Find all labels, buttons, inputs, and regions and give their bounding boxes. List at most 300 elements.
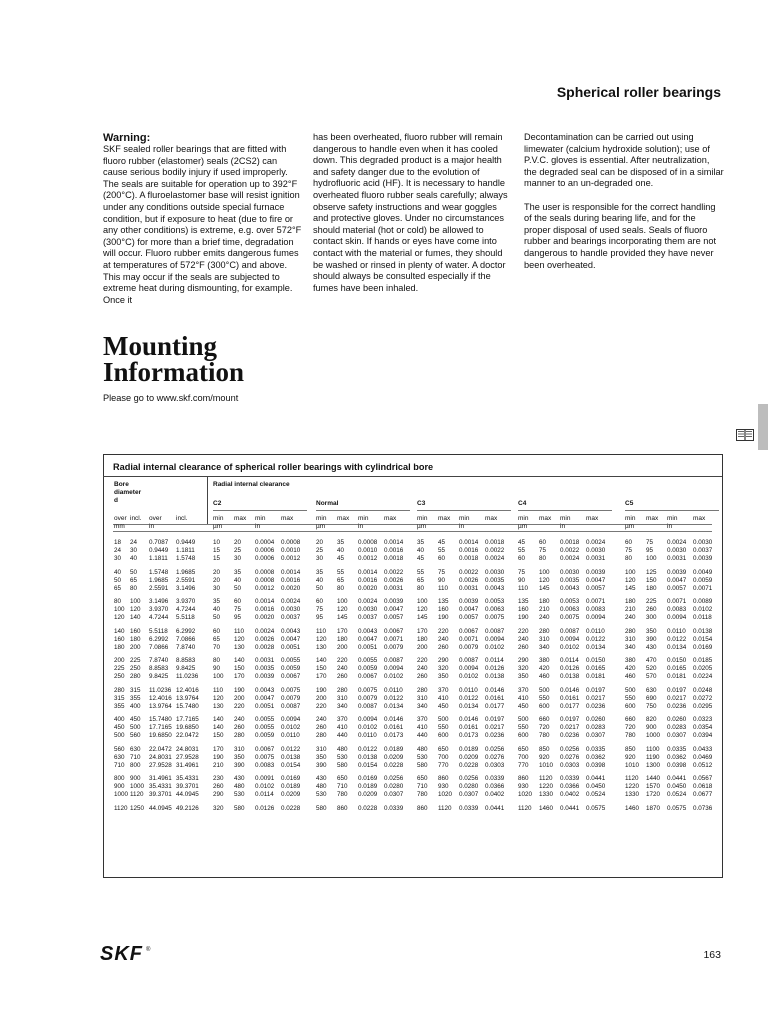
table-cell: 120 [316, 635, 327, 643]
table-cell: 1100 [646, 745, 660, 753]
table-cell: 11.0236 [149, 686, 172, 694]
table-cell: 1870 [646, 804, 661, 812]
table-cell: 315 [130, 686, 141, 694]
table-cell: 75 [625, 547, 633, 555]
table-cell: 0.0102 [384, 673, 404, 681]
table-cell: 0.0122 [358, 745, 378, 753]
table-cell: 160 [438, 606, 449, 614]
table-cell: 0.0028 [255, 643, 275, 651]
table-cell: 0.0256 [485, 745, 505, 753]
table-cell: 40 [114, 568, 122, 576]
table-cell: 200 [337, 643, 348, 651]
table-cell: 0.9449 [176, 539, 196, 546]
table-cell: 450 [518, 702, 529, 710]
group-sub-3-2: min [560, 515, 571, 522]
table-cell: 0.0024 [586, 539, 606, 546]
table-cell: 210 [539, 606, 550, 614]
table-cell: 200 [234, 694, 245, 702]
table-cell: 0.0055 [281, 657, 301, 664]
table-cell: 0.0217 [485, 724, 505, 732]
table-cell: 40 [316, 576, 324, 584]
table-cell: 0.0031 [384, 584, 404, 592]
table-cell: 260 [213, 783, 224, 791]
group-sub-0-0: min [213, 515, 224, 522]
table-cell: 0.0059 [281, 665, 301, 673]
bore-unit-in: in [149, 523, 155, 530]
table-cell: 500 [518, 716, 529, 723]
table-title-rule [103, 476, 722, 477]
table-cell: 240 [539, 614, 550, 622]
table-cell: 0.0067 [358, 673, 378, 681]
table-cell: 1570 [646, 783, 661, 791]
table-cell: 0.0094 [384, 665, 404, 673]
table-cell: 1000 [114, 791, 129, 799]
group-sub-3-0: min [518, 515, 529, 522]
table-cell: 1250 [130, 804, 145, 812]
table-cell: 20 [213, 568, 221, 576]
group-header-1: Normal [316, 500, 339, 507]
table-cell: 0.0031 [586, 555, 606, 563]
table-cell: 0.0189 [459, 745, 479, 753]
group-sub-0-3: max [281, 515, 294, 522]
table-cell: 5.5118 [149, 627, 168, 635]
table-cell: 1120 [114, 804, 128, 812]
table-cell: 0.0280 [459, 783, 479, 791]
table-cell: 150 [646, 576, 657, 584]
table-cell: 600 [438, 732, 449, 740]
table-cell: 310 [625, 635, 636, 643]
table-cell: 0.0047 [255, 694, 275, 702]
table-cell: 580 [316, 804, 327, 812]
warning-text-3b: The user is responsible for the correct handling of the seals during bearing life, and for the proper disposal of used seals. Seals of fluoro rubber and bearings incorporating them are not dangerous to handle provided they have never been overheated. [524, 201, 717, 270]
table-cell: 260 [518, 643, 529, 651]
table-cell: 90 [438, 576, 446, 584]
group-header-0: C2 [213, 500, 222, 507]
table-header-rule [113, 524, 712, 525]
table-cell: 50 [130, 568, 138, 576]
table-cell: 150 [316, 665, 327, 673]
table-cell: 0.0335 [667, 745, 687, 753]
table-cell: 1220 [625, 783, 640, 791]
table-cell: 290 [213, 791, 224, 799]
table-cell: 930 [438, 783, 449, 791]
table-cell: 110 [438, 584, 449, 592]
table-cell: 390 [234, 761, 245, 769]
table-cell: 370 [417, 716, 428, 723]
table-cell: 2.5591 [149, 584, 169, 592]
table-cell: 120 [130, 606, 141, 614]
chapter-tab-marker [758, 404, 768, 450]
table-cell: 0.0618 [693, 783, 713, 791]
table-cell: 30 [130, 547, 138, 555]
table-cell: 0.0094 [667, 614, 687, 622]
table-cell: 470 [646, 657, 657, 664]
table-cell: 30 [114, 555, 122, 563]
table-cell: 3.1496 [176, 584, 196, 592]
table-cell: 320 [213, 804, 224, 812]
table-cell: 0.0138 [358, 753, 378, 761]
table-cell: 0.0122 [281, 745, 301, 753]
table-cell: 290 [518, 657, 529, 664]
table-cell: 0.0354 [693, 724, 713, 732]
table-cell: 0.0079 [281, 694, 301, 702]
table-cell: 480 [337, 745, 348, 753]
table-cell: 800 [114, 775, 125, 782]
table-cell: 0.0063 [560, 606, 580, 614]
table-cell: 0.0014 [459, 539, 479, 546]
table-cell: 560 [130, 732, 141, 740]
table-cell: 0.0161 [384, 724, 404, 732]
table-cell: 0.0197 [485, 716, 505, 723]
table-cell: 160 [114, 635, 125, 643]
table-cell: 135 [518, 598, 529, 605]
table-cell: 0.0122 [459, 694, 479, 702]
table-cell: 0.0043 [281, 627, 301, 635]
table-cell: 6.2992 [149, 635, 169, 643]
table-cell: 370 [438, 686, 449, 694]
table-cell: 1000 [130, 783, 145, 791]
table-cell: 25 [316, 547, 324, 555]
table-cell: 110 [234, 627, 245, 635]
table-cell: 0.0181 [586, 673, 606, 681]
group-header-4: C5 [625, 500, 634, 507]
table-cell: 0.0189 [281, 783, 301, 791]
table-cell: 110 [316, 627, 327, 635]
table-cell: 450 [130, 716, 141, 723]
table-cell: 0.0189 [384, 745, 404, 753]
table-cell: 0.0736 [693, 804, 713, 812]
table-cell: 0.0110 [384, 686, 403, 694]
table-cell: 0.0102 [459, 673, 479, 681]
table-cell: 250 [130, 665, 141, 673]
table-cell: 110 [518, 584, 529, 592]
table-cell: 170 [337, 627, 348, 635]
group-sub-4-1: max [646, 515, 659, 522]
table-cell: 630 [130, 745, 141, 753]
table-cell: 1.9685 [149, 576, 169, 584]
table-cell: 1120 [539, 775, 553, 782]
table-cell: 0.0110 [281, 732, 300, 740]
table-cell: 0.0146 [560, 686, 580, 694]
table-cell: 0.0173 [384, 732, 404, 740]
table-cell: 430 [316, 775, 327, 782]
table-cell: 19.6850 [149, 732, 172, 740]
table-cell: 0.0055 [255, 716, 275, 723]
table-cell: 45 [518, 539, 526, 546]
table-cell: 0.0059 [358, 665, 378, 673]
table-cell: 450 [114, 724, 125, 732]
table-cell: 65 [114, 584, 122, 592]
table-cell: 250 [114, 673, 125, 681]
table-cell: 0.0055 [255, 724, 275, 732]
table-cell: 0.0022 [384, 568, 404, 576]
table-cell: 40 [417, 547, 425, 555]
table-cell: 600 [518, 732, 529, 740]
table-cell: 60 [213, 627, 221, 635]
table-cell: 0.0185 [693, 657, 713, 664]
table-cell: 60 [438, 555, 446, 563]
table-cell: 10 [213, 539, 221, 546]
table-cell: 0.0087 [358, 702, 378, 710]
table-cell: 280 [316, 732, 327, 740]
table-cell: 0.0256 [459, 775, 479, 782]
table-cell: 720 [539, 724, 550, 732]
table-cell: 0.0339 [384, 804, 404, 812]
table-cell: 1120 [130, 791, 144, 799]
group-rule-1 [316, 510, 410, 511]
table-cell: 0.0018 [485, 539, 505, 546]
table-cell: 190 [316, 686, 327, 694]
table-cell: 0.0161 [485, 694, 505, 702]
skf-logo [100, 943, 170, 963]
table-cell: 480 [234, 783, 245, 791]
table-cell: 240 [625, 614, 636, 622]
table-cell: 1120 [625, 775, 639, 782]
table-cell: 7.8740 [176, 643, 196, 651]
bore-sub-2: over [149, 515, 162, 522]
table-cell: 20 [234, 539, 242, 546]
table-cell: 340 [337, 702, 348, 710]
table-cell: 0.0276 [560, 753, 580, 761]
table-cell: 280 [417, 686, 428, 694]
group-unit-in-2: in [459, 523, 465, 530]
table-cell: 240 [417, 665, 428, 673]
table-cell: 0.0677 [693, 791, 713, 799]
table-cell: 0.0020 [255, 614, 275, 622]
group-sub-2-3: max [485, 515, 498, 522]
table-cell: 0.0071 [586, 598, 606, 605]
table-cell: 0.0039 [667, 568, 687, 576]
table-cell: 3.9370 [176, 598, 196, 605]
table-cell: 0.0094 [459, 665, 479, 673]
table-cell: 0.0030 [560, 568, 580, 576]
table-cell: 240 [234, 716, 245, 723]
table-cell: 45 [337, 555, 345, 563]
table-cell: 39.3701 [176, 783, 199, 791]
table-cell: 1330 [625, 791, 640, 799]
table-cell: 140 [213, 716, 224, 723]
table-cell: 240 [518, 635, 529, 643]
table-cell: 0.0217 [586, 694, 606, 702]
table-cell: 70 [213, 643, 221, 651]
table-cell: 60 [234, 598, 242, 605]
table-cell: 260 [234, 724, 245, 732]
table-cell: 0.0450 [667, 783, 687, 791]
table-cell: 0.0057 [586, 584, 606, 592]
table-cell: 75 [316, 606, 324, 614]
table-cell: 1020 [438, 791, 453, 799]
group-sub-0-2: min [255, 515, 266, 522]
table-cell: 0.0014 [358, 568, 378, 576]
table-cell: 320 [438, 665, 449, 673]
table-cell: 0.0012 [281, 555, 301, 563]
table-cell: 27.9528 [176, 753, 199, 761]
table-cell: 0.0037 [693, 547, 713, 555]
group-sub-1-0: min [316, 515, 327, 522]
logo-text: SKF [100, 943, 143, 963]
table-cell: 13.9764 [176, 694, 199, 702]
table-cell: 860 [417, 804, 428, 812]
table-cell: 860 [438, 775, 449, 782]
table-cell: 0.0010 [281, 547, 301, 555]
table-cell: 0.0018 [459, 555, 479, 563]
table-cell: 200 [114, 657, 125, 664]
table-cell: 0.0295 [693, 702, 713, 710]
table-cell: 0.0067 [384, 627, 404, 635]
table-cell: 0.0134 [459, 702, 479, 710]
table-cell: 0.0030 [586, 547, 606, 555]
table-cell: 0.0197 [560, 716, 580, 723]
table-cell: 1010 [625, 761, 640, 769]
table-cell: 410 [417, 724, 428, 732]
table-cell: 30 [234, 555, 242, 563]
table-cell: 65 [213, 635, 221, 643]
table-cell: 0.0063 [485, 606, 505, 614]
table-cell: 0.0006 [255, 555, 275, 563]
table-cell: 0.0177 [485, 702, 505, 710]
table-cell: 0.0138 [485, 673, 505, 681]
table-cell: 0.0236 [485, 732, 505, 740]
table-cell: 820 [646, 716, 657, 723]
table-cell: 550 [539, 694, 550, 702]
table-cell: 0.0051 [281, 643, 301, 651]
table-cell: 31.4961 [176, 761, 199, 769]
table-cell: 13.9764 [149, 702, 172, 710]
table-cell: 530 [316, 791, 327, 799]
table-cell: 40 [234, 576, 242, 584]
table-cell: 39.3701 [149, 791, 172, 799]
table-cell: 0.0008 [358, 539, 378, 546]
group-unit-in-1: in [358, 523, 364, 530]
table-cell: 660 [539, 716, 550, 723]
table-cell: 1.1811 [149, 555, 168, 563]
table-cell: 80 [130, 584, 138, 592]
table-cell: 530 [417, 753, 428, 761]
table-cell: 0.0122 [384, 694, 404, 702]
table-cell: 260 [337, 673, 348, 681]
table-cell: 150 [234, 665, 245, 673]
table-cell: 400 [130, 702, 141, 710]
table-cell: 0.0441 [560, 804, 580, 812]
table-cell: 240 [316, 716, 327, 723]
table-cell: 430 [646, 643, 657, 651]
table-cell: 24.8031 [149, 753, 172, 761]
table-cell: 145 [539, 584, 550, 592]
table-cell: 780 [625, 732, 636, 740]
table-cell: 920 [625, 753, 636, 761]
table-cell: 75 [646, 539, 654, 546]
table-cell: 0.0280 [384, 783, 404, 791]
table-cell: 170 [417, 627, 428, 635]
table-cell: 27.9528 [149, 761, 172, 769]
table-cell: 45 [417, 555, 425, 563]
table-cell: 0.0012 [255, 584, 275, 592]
table-cell: 1020 [518, 791, 533, 799]
table-cell: 0.0441 [667, 775, 687, 782]
table-cell: 0.0059 [255, 732, 275, 740]
table-cell: 280 [625, 627, 636, 635]
table-cell: 170 [234, 673, 245, 681]
table-cell: 0.0043 [485, 584, 505, 592]
table-cell: 0.0024 [358, 598, 378, 605]
group-unit-um-1: µm [316, 523, 326, 530]
table-cell: 0.0114 [485, 657, 504, 664]
table-cell: 390 [316, 761, 327, 769]
table-cell: 0.0169 [693, 643, 713, 651]
group-sub-0-1: max [234, 515, 247, 522]
table-cell: 560 [114, 745, 125, 753]
table-cell: 220 [518, 627, 529, 635]
table-cell: 850 [625, 745, 636, 753]
table-cell: 80 [114, 598, 122, 605]
table-cell: 0.0189 [358, 783, 378, 791]
table-cell: 0.0083 [667, 606, 687, 614]
table-cell: 0.0161 [560, 694, 580, 702]
table-cell: 0.0398 [667, 761, 687, 769]
table-cell: 120 [213, 694, 224, 702]
table-cell: 350 [234, 753, 245, 761]
table-cell: 60 [625, 539, 633, 546]
table-cell: 710 [337, 783, 348, 791]
table-cell: 4.7244 [149, 614, 169, 622]
table-cell: 0.0102 [560, 643, 580, 651]
table-cell: 210 [625, 606, 636, 614]
table-cell: 570 [646, 673, 657, 681]
table-cell: 220 [417, 657, 428, 664]
table-cell: 140 [234, 657, 245, 664]
table-cell: 0.0016 [358, 576, 378, 584]
table-cell: 780 [417, 791, 428, 799]
table-cell: 150 [213, 732, 224, 740]
table-cell: 50 [114, 576, 122, 584]
table-cell: 0.0197 [586, 686, 606, 694]
table-cell: 350 [518, 673, 529, 681]
table-cell: 22.0472 [149, 745, 172, 753]
table-cell: 200 [130, 643, 141, 651]
table-cell: 350 [438, 673, 449, 681]
table-cell: 240 [438, 635, 449, 643]
table-cell: 310 [417, 694, 428, 702]
table-cell: 300 [646, 614, 657, 622]
table-cell: 930 [518, 783, 529, 791]
table-cell: 480 [316, 783, 327, 791]
table-cell: 190 [213, 753, 224, 761]
table-cell: 0.0394 [693, 732, 713, 740]
table-cell: 0.0057 [459, 614, 479, 622]
table-cell: 710 [417, 783, 428, 791]
table-cell: 0.0071 [384, 635, 404, 643]
table-cell: 550 [625, 694, 636, 702]
table-cell: 180 [114, 643, 125, 651]
warning-column-1 [103, 132, 303, 318]
table-cell: 0.0016 [459, 547, 479, 555]
group-sub-1-1: max [337, 515, 350, 522]
table-cell: 180 [417, 635, 428, 643]
table-cell: 0.0110 [586, 627, 605, 635]
table-cell: 190 [234, 686, 245, 694]
table-cell: 0.0024 [560, 555, 580, 563]
table-cell: 0.0079 [358, 694, 378, 702]
table-cell: 130 [316, 643, 327, 651]
group-rule-2 [417, 510, 511, 511]
table-cell: 24 [114, 547, 122, 555]
table-cell: 0.0022 [560, 547, 580, 555]
table-cell: 1460 [625, 804, 640, 812]
bore-header-1: diameter [114, 489, 142, 496]
table-cell: 370 [337, 716, 348, 723]
group-unit-in-4: in [667, 523, 673, 530]
table-cell: 0.0118 [693, 614, 712, 622]
